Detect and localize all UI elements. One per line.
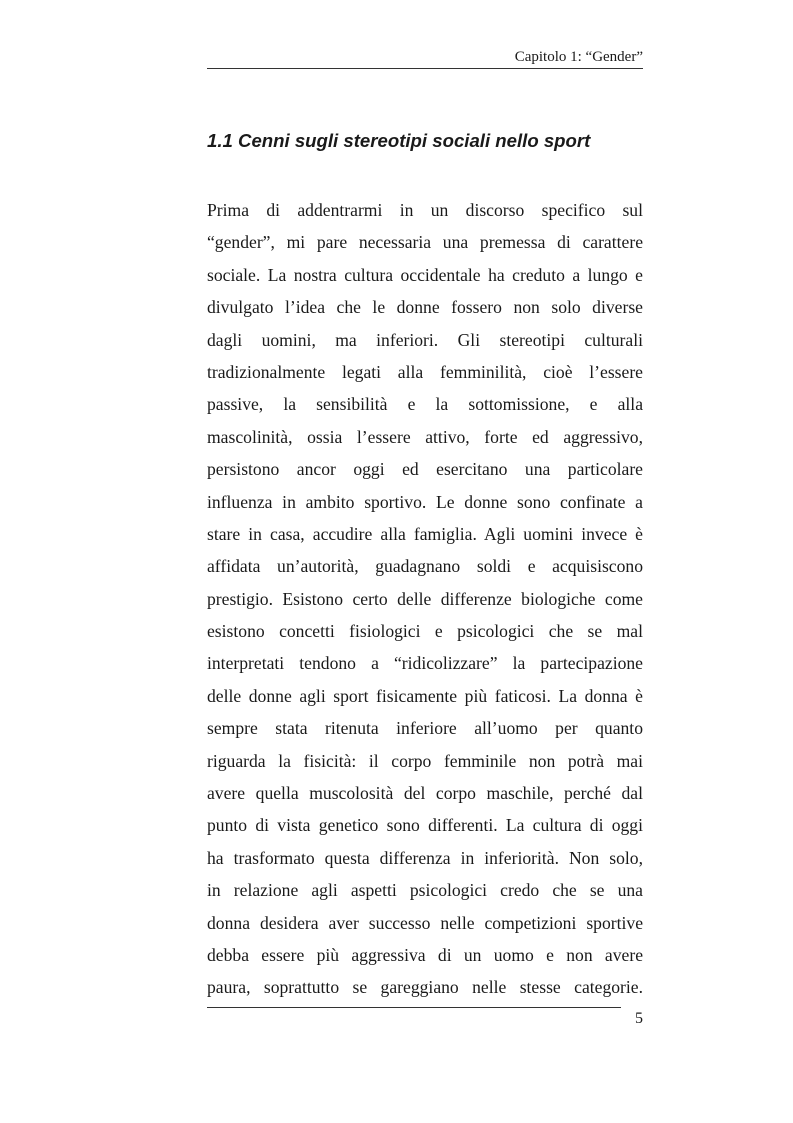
running-header bbox=[207, 46, 643, 69]
running-title: Capitolo 1: “Gender” bbox=[514, 49, 643, 65]
text-line: persistono ancor oggi ed esercitano una particolare bbox=[207, 459, 643, 480]
text-line: esistono concetti fisiologici e psicologici che se mal bbox=[207, 621, 643, 642]
footer-rule bbox=[207, 1007, 621, 1008]
section-title: 1.1 Cenni sugli stereotipi sociali nello sport bbox=[207, 130, 591, 151]
text-line: sociale. La nostra cultura occidentale ha creduto a lungo e bbox=[207, 264, 643, 285]
text-line: passive, la sensibilità e la sottomissione, e alla bbox=[207, 394, 643, 415]
text-line: paura, soprattutto se gareggiano nelle stesse categorie. bbox=[207, 977, 643, 998]
body-paragraph bbox=[207, 194, 643, 1004]
text-line: avere quella muscolosità del corpo maschile, perché dal bbox=[207, 783, 643, 804]
text-line: interpretati tendono a “ridicolizzare” la partecipazione bbox=[207, 653, 643, 674]
text-line: stare in casa, accudire alla famiglia. Agli uomini invece è bbox=[207, 523, 643, 544]
text-line: ha trasformato questa differenza in inferiorità. Non solo, bbox=[207, 847, 643, 868]
text-line: in relazione agli aspetti psicologici credo che se una bbox=[207, 880, 643, 901]
text-line: dagli uomini, ma inferiori. Gli stereotipi culturali bbox=[207, 329, 643, 350]
text-line: divulgato l’idea che le donne fossero non solo diverse bbox=[207, 297, 643, 318]
text-line: riguarda la fisicità: il corpo femminile non potrà mai bbox=[207, 750, 643, 771]
text-line: punto di vista genetico sono differenti. La cultura di oggi bbox=[207, 815, 643, 836]
page-number: 5 bbox=[635, 1010, 643, 1027]
text-line: Prima di addentrarmi in un discorso specifico sul bbox=[207, 200, 643, 220]
text-line: affidata un’autorità, guadagnano soldi e acquisiscono bbox=[207, 556, 643, 577]
text-line: donna desidera aver successo nelle competizioni sportive bbox=[207, 912, 643, 933]
text-line: tradizionalmente legati alla femminilità, cioè l’essere bbox=[207, 361, 643, 382]
text-line: delle donne agli sport fisicamente più faticosi. La donna è bbox=[207, 685, 643, 706]
text-line: “gender”, mi pare necessaria una premessa di carattere bbox=[207, 232, 643, 253]
text-line: influenza in ambito sportivo. Le donne sono confinate a bbox=[207, 491, 643, 512]
text-line: mascolinità, ossia l’essere attivo, forte ed aggressivo, bbox=[207, 426, 643, 447]
text-line: debba essere più aggressiva di un uomo e non avere bbox=[207, 944, 643, 965]
text-line: prestigio. Esistono certo delle differenze biologiche come bbox=[207, 588, 643, 609]
text-line: sempre stata ritenuta inferiore all’uomo per quanto bbox=[207, 718, 643, 739]
